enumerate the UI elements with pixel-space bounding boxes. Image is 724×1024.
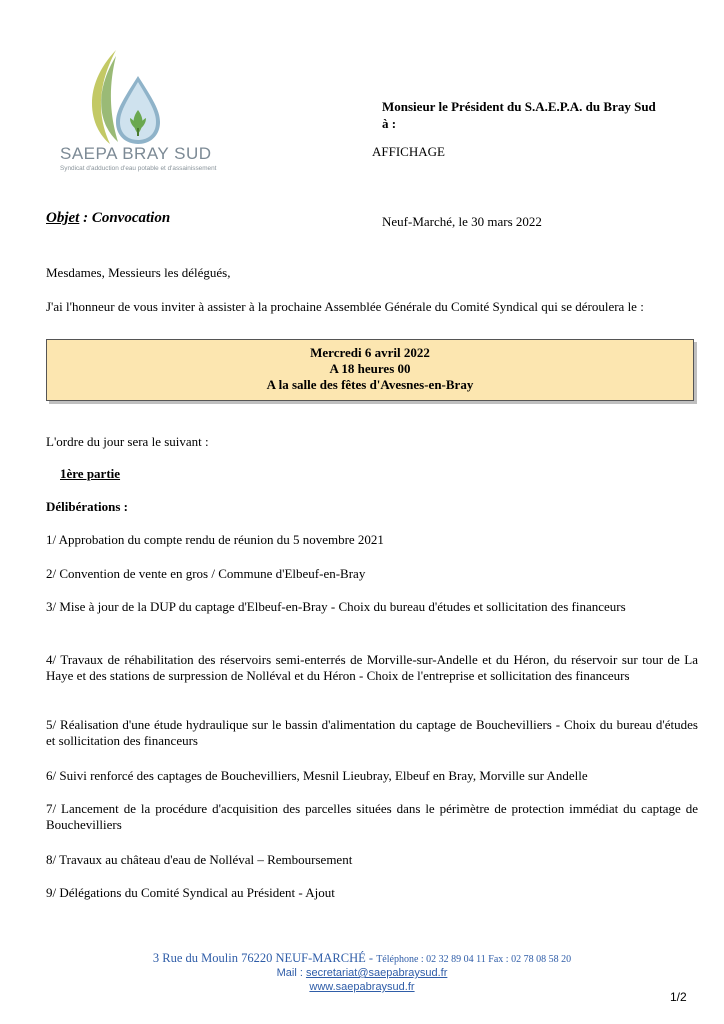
part-heading: 1ère partie xyxy=(60,466,121,481)
agenda-item-2: 2/ Convention de vente en gros / Commune d'Elbeuf-en-Bray xyxy=(46,566,366,581)
footer-mail-line xyxy=(0,967,724,979)
footer-website-line xyxy=(0,981,724,993)
meeting-date: Mercredi 6 avril 2022 xyxy=(310,345,430,360)
footer-address: 3 Rue du Moulin 76220 NEUF-MARCHÉ - xyxy=(152,951,377,965)
page-number: 1/2 xyxy=(670,990,687,1004)
recipient-block xyxy=(382,98,656,132)
recipient-line: Monsieur le Président du S.A.E.P.A. du Bray Sud xyxy=(382,99,656,114)
agenda-item-9: 9/ Délégations du Comité Syndical au Président - Ajout xyxy=(46,885,335,900)
water-drop-leaf-icon xyxy=(60,48,220,148)
deliberations-heading: Délibérations : xyxy=(46,499,128,514)
meeting-place: A la salle des fêtes d'Avesnes-en-Bray xyxy=(266,377,474,392)
affichage-label: AFFICHAGE xyxy=(372,144,445,159)
footer-address-line xyxy=(0,951,724,966)
agenda-item-5: 5/ Réalisation d'une étude hydraulique sur le bassin d'alimentation du captage de Bouchevilliers - Choix du bureau d'études et sollicitation des financeurs xyxy=(46,717,698,748)
agenda-item-6: 6/ Suivi renforcé des captages de Bouchevilliers, Mesnil Lieubray, Elbeuf en Bray, Morville sur Andelle xyxy=(46,768,588,783)
logo-name: SAEPA BRAY SUD xyxy=(60,144,212,163)
agenda-item-7: 7/ Lancement de la procédure d'acquisition des parcelles situées dans le périmètre de protection immédiat du captage de Bouchevilliers xyxy=(46,801,698,832)
agenda-item-4: 4/ Travaux de réhabilitation des réservoirs semi-enterrés de Morville-sur-Andelle et du Héron, du réservoir sur tour de La Haye et des stations de surpression de Nolléval et du Héron - Choix de l'entreprise et sollicitation des financeurs xyxy=(46,652,698,683)
subject-line xyxy=(46,210,170,227)
meeting-info-box xyxy=(46,339,694,401)
meeting-time: A 18 heures 00 xyxy=(329,361,411,376)
agenda-item-3: 3/ Mise à jour de la DUP du captage d'Elbeuf-en-Bray - Choix du bureau d'études et sollicitation des financeurs xyxy=(46,599,626,614)
saepa-logo xyxy=(60,48,220,180)
subject-value: Convocation xyxy=(91,210,171,226)
footer-phone-fax: Téléphone : 02 32 89 04 11 Fax : 02 78 08 58 20 xyxy=(376,954,572,965)
footer-mail-label: Mail : xyxy=(276,967,306,979)
recipient-to: à : xyxy=(382,116,397,131)
salutation: Mesdames, Messieurs les délégués, xyxy=(46,265,231,280)
footer-mail-link[interactable]: secretariat@saepabraysud.fr xyxy=(305,967,448,979)
agenda-item-1: 1/ Approbation du compte rendu de réunion du 5 novembre 2021 xyxy=(46,532,384,547)
footer-website-link[interactable]: www.saepabraysud.fr xyxy=(309,981,415,993)
agenda-intro: L'ordre du jour sera le suivant : xyxy=(46,434,209,449)
intro-paragraph: J'ai l'honneur de vous inviter à assister à la prochaine Assemblée Générale du Comité Syndical qui se déroulera le : xyxy=(46,299,644,314)
logo-tagline: Syndicat d'adduction d'eau potable et d'assainissement xyxy=(60,165,217,172)
subject-label: Objet xyxy=(46,210,80,226)
subject-separator: : xyxy=(79,210,92,226)
letter-date: Neuf-Marché, le 30 mars 2022 xyxy=(382,214,542,229)
agenda-item-8: 8/ Travaux au château d'eau de Nolléval – Remboursement xyxy=(46,852,353,867)
